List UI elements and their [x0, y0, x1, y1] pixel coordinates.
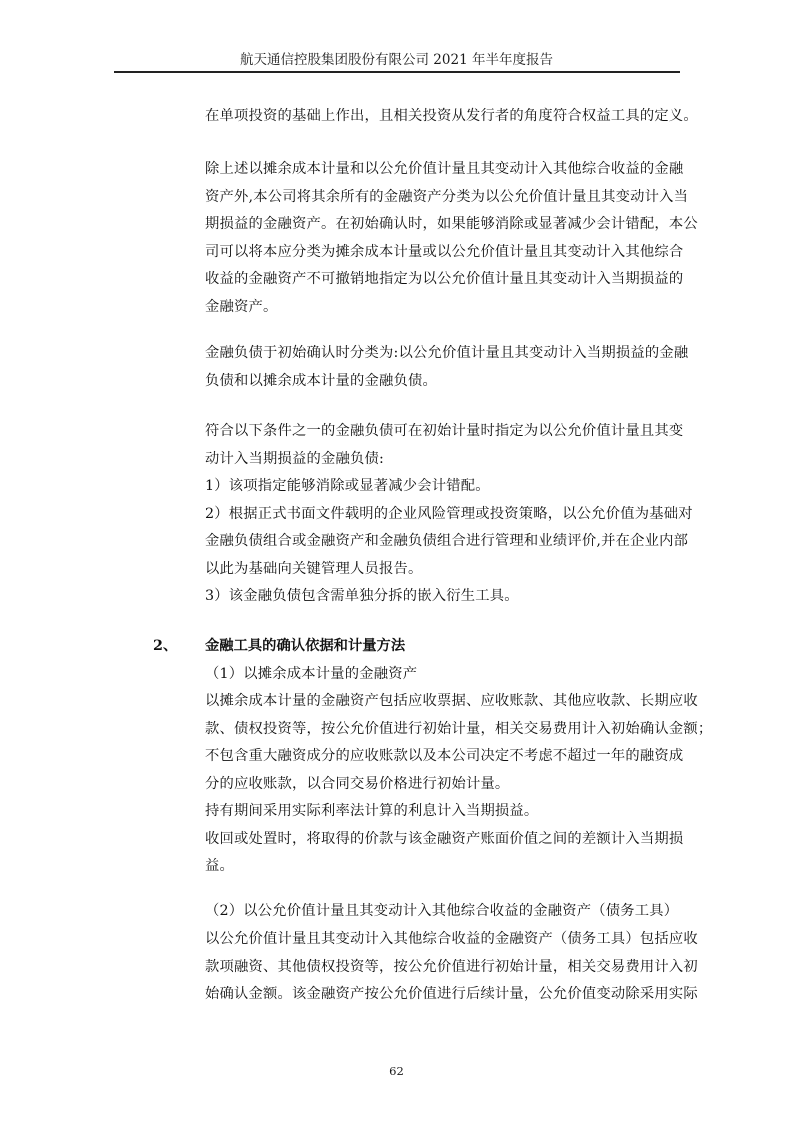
text-line: 符合以下条件之一的金融负债可在初始计量时指定为以公允价值计量且其变 [205, 423, 684, 439]
paragraph [205, 688, 713, 881]
text-line: 以公允价值计量且其变动计入其他综合收益的金融资产（债务工具）包括应收 [205, 931, 698, 947]
paragraph [205, 340, 689, 395]
text-line: 分的应收账款，以合同交易价格进行初始计量。 [205, 775, 510, 792]
text-line: 收益的金融资产不可撤销地指定为以公允价值计量且其变动计入当期损益的 [205, 271, 684, 287]
text-line: 始确认金额。该金融资产按公允价值进行后续计量，公允价值变动除采用实际 [205, 986, 698, 1002]
text-line: （2）以公允价值计量且其变动计入其他综合收益的金融资产（债务工具） [205, 903, 679, 919]
text-line: 以此为基础向关键管理人员报告。 [205, 560, 423, 577]
text-line: 持有期间采用实际利率法计算的利息计入当期损益。 [205, 803, 539, 819]
paragraph [205, 103, 698, 131]
text-line: （1）以摊余成本计量的金融资产 [205, 666, 418, 682]
text-line: 益。 [205, 858, 234, 874]
page-number: 62 [389, 1064, 404, 1078]
text-line: 1）该项指定能够消除或显著减少会计错配。 [205, 478, 490, 494]
text-line: 负债和以摊余成本计量的金融负债。 [205, 372, 437, 389]
section-title: 金融工具的确认依据和计量方法 [205, 638, 406, 654]
text-line: 金融资产。 [205, 298, 278, 315]
text-line: 金融负债于初始确认时分类为:以公允价值计量且其变动计入当期损益的金融 [205, 345, 689, 361]
text-line: 以摊余成本计量的金融资产包括应收票据、应收账款、其他应收款、长期应收 [205, 693, 698, 709]
section-number: 2、 [153, 638, 178, 654]
section-heading [153, 633, 683, 661]
text-line: 除上述以摊余成本计量和以公允价值计量且其变动计入其他综合收益的金融 [205, 161, 684, 177]
text-line: 期损益的金融资产。在初始确认时，如果能够消除或显著减少会计错配，本公 [205, 216, 698, 232]
header-rule [114, 71, 680, 73]
text-line: 动计入当期损益的金融负债: [205, 450, 384, 467]
text-line: 3）该金融负债包含需单独分拆的嵌入衍生工具。 [205, 588, 519, 604]
paragraph [205, 926, 698, 1009]
page-header-title: 航天通信控股集团股份有限公司 2021 年半年度报告 [240, 52, 553, 68]
text-line: 收回或处置时，将取得的价款与该金融资产账面价值之间的差额计入当期损 [205, 830, 684, 847]
subsection-heading [205, 661, 683, 689]
paragraph [205, 418, 693, 611]
text-line: 资产外,本公司将其余所有的金融资产分类为以公允价值计量且其变动计入当 [205, 188, 689, 205]
text-line: 款项融资、其他债权投资等，按公允价值进行初始计量，相关交易费用计入初 [205, 958, 698, 975]
text-line: 金融负债组合或金融资产和金融负债组合进行管理和业绩评价,并在企业内部 [205, 533, 689, 549]
text-line: 不包含重大融资成分的应收账款以及本公司决定不考虑不超过一年的融资成 [205, 748, 684, 764]
text-line: 在单项投资的基础上作出，且相关投资从发行者的角度符合权益工具的定义。 [205, 108, 698, 124]
text-line: 司可以将本应分类为摊余成本计量或以公允价值计量且其变动计入其他综合 [205, 243, 684, 260]
text-line: 款、债权投资等，按公允价值进行初始计量，相关交易费用计入初始确认金额； [205, 720, 713, 737]
text-line: 2）根据正式书面文件载明的企业风险管理或投资策略，以公允价值为基础对 [205, 505, 693, 522]
subsection-heading [205, 898, 683, 926]
paragraph [205, 156, 698, 321]
